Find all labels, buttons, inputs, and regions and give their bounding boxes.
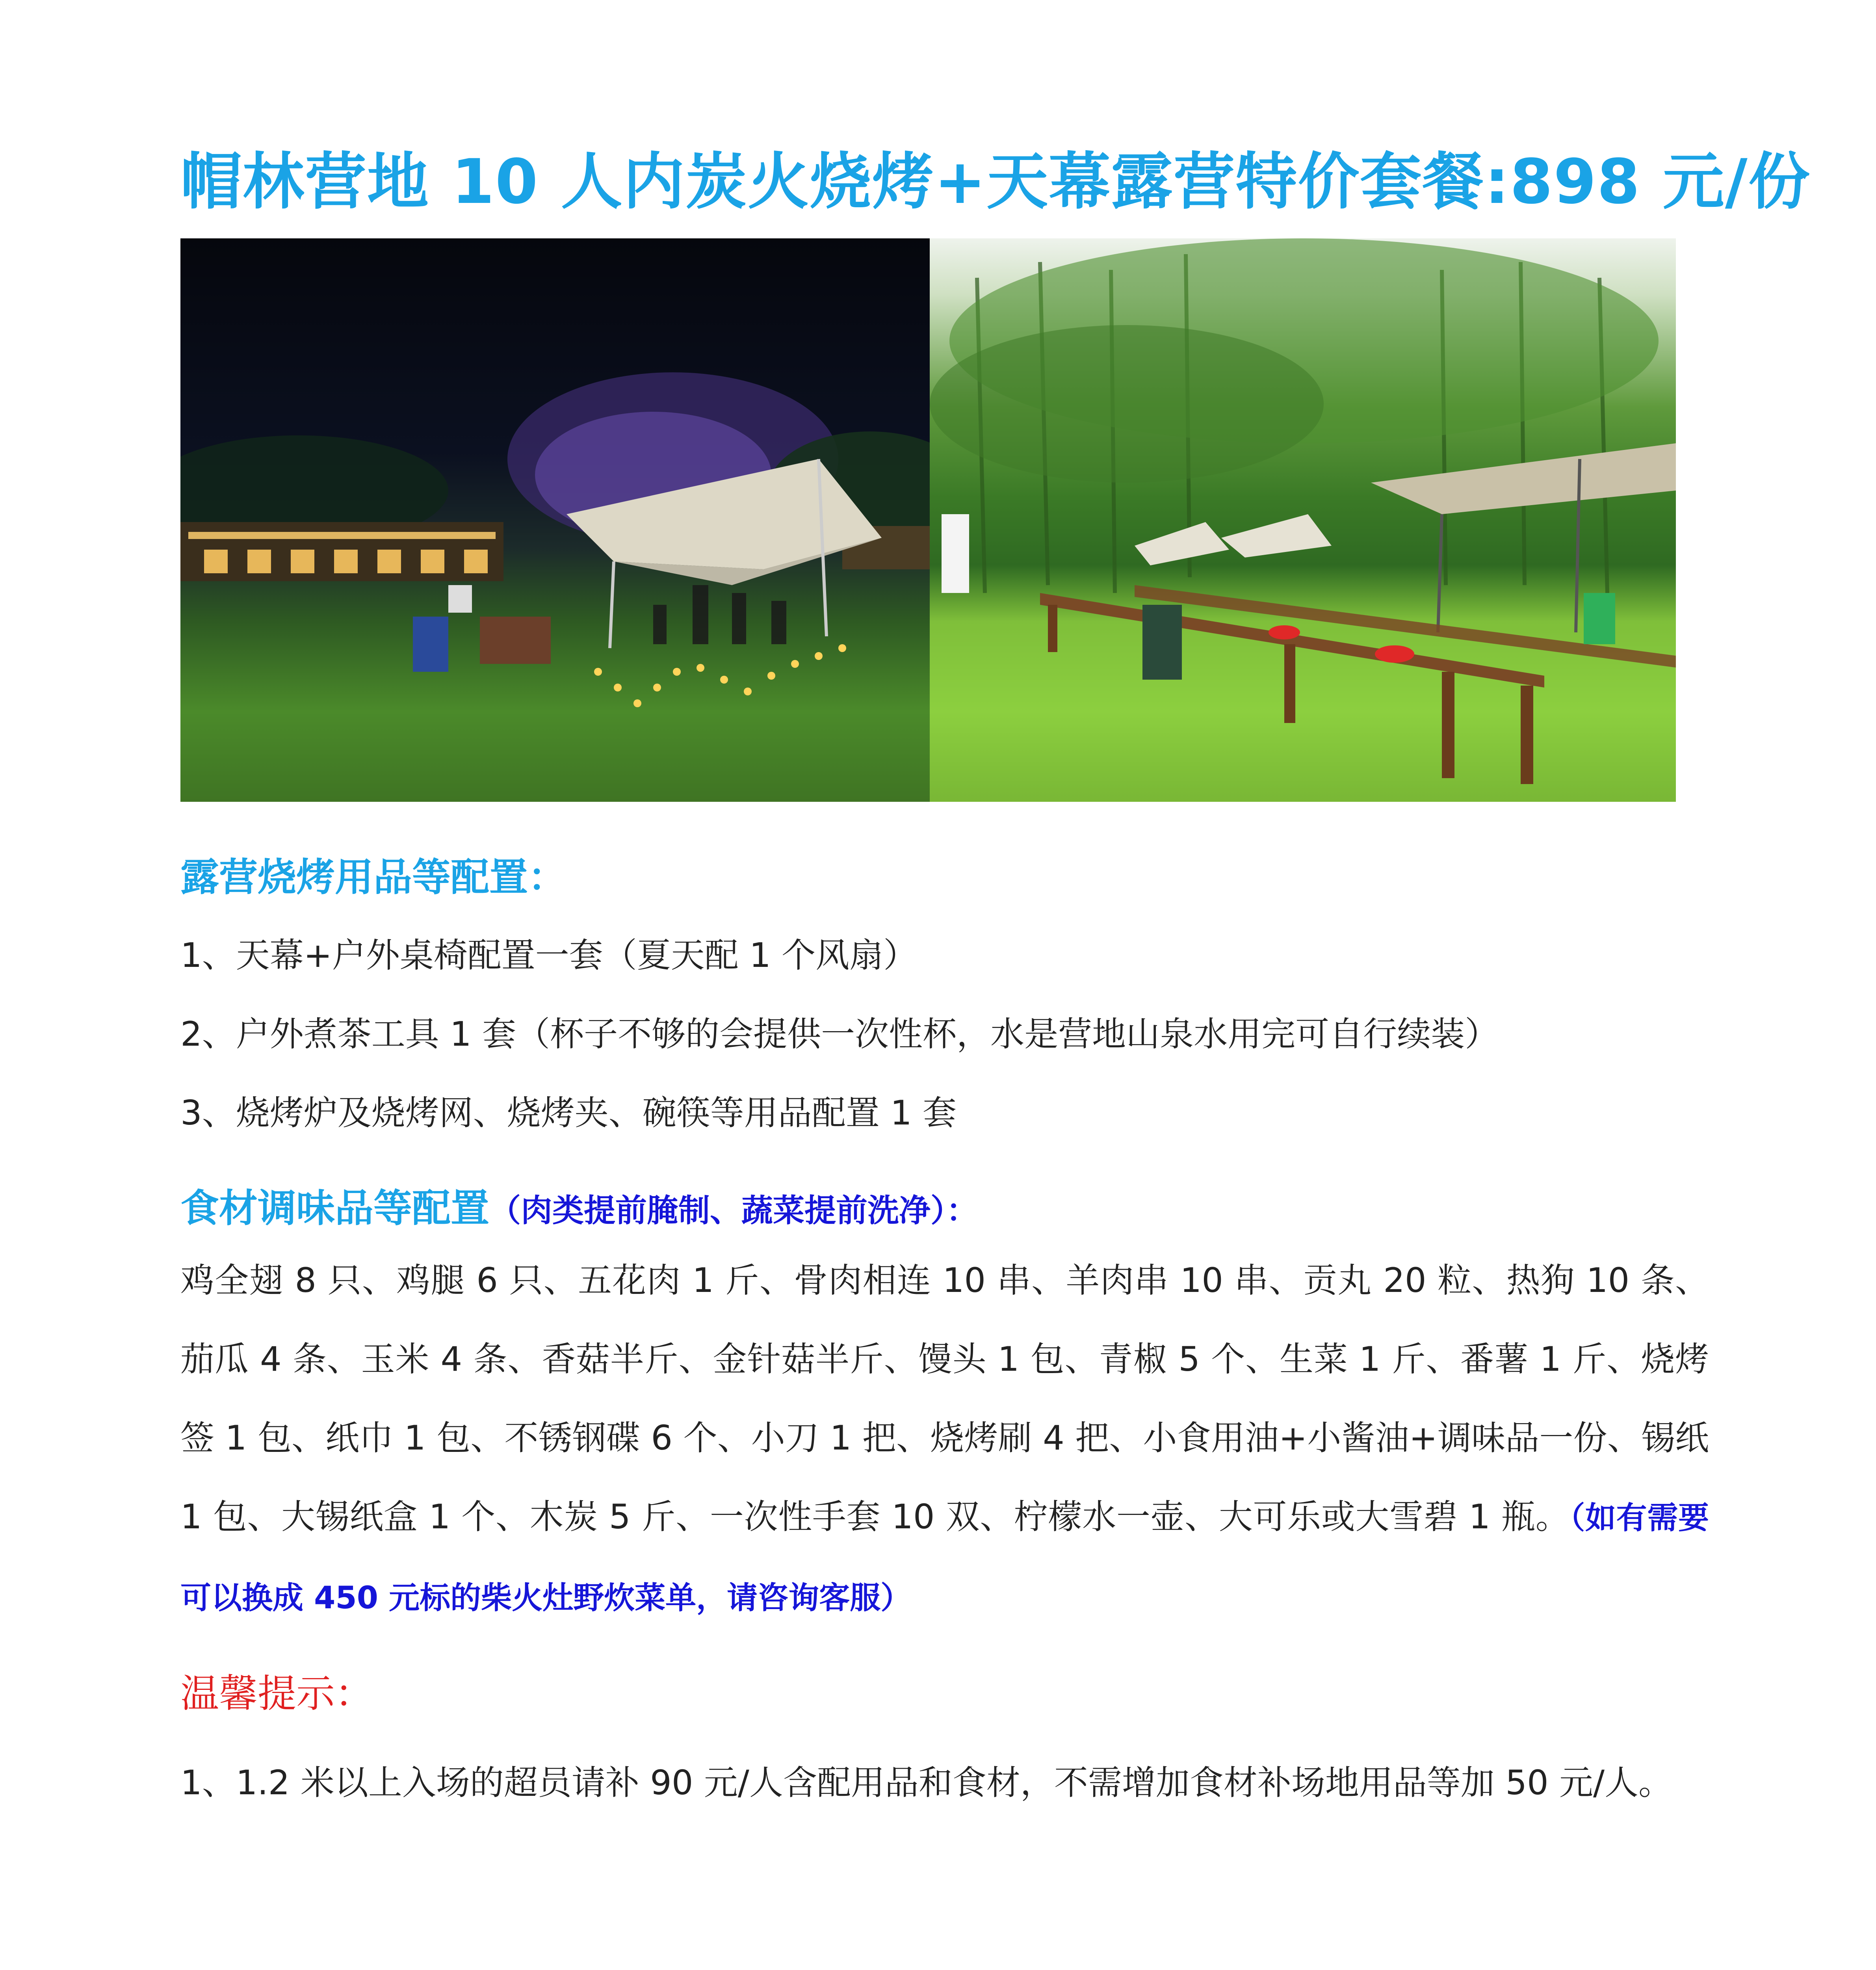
ingredients-list bbox=[180, 1241, 1709, 1637]
tips-title: 温馨提示： bbox=[180, 1671, 374, 1716]
photo-row bbox=[180, 238, 1676, 802]
ingredients-subtitle: （肉类提前腌制、蔬菜提前洗净）： bbox=[489, 1192, 978, 1229]
ingredients-note: （如有需要可以换成 450 元标的柴火灶野炊菜单，请咨询客服） bbox=[180, 1500, 1709, 1616]
tip-item-1: 1、1.2 米以上入场的超员请补 90 元/人含配用品和食材，不需增加食材补场地用品等加 50 元/人。 bbox=[180, 1763, 1672, 1803]
page-title: 帽林营地 10 人内炭火烧烤+天幕露营特价套餐:898 元/份 bbox=[180, 146, 1811, 217]
equipment-item-2: 2、户外煮茶工具 1 套（杯子不够的会提供一次性杯，水是营地山泉水用完可自行续装） bbox=[180, 1015, 1499, 1054]
equipment-item-1: 1、天幕+户外桌椅配置一套（夏天配 1 个风扇） bbox=[180, 936, 918, 975]
day-camp-photo bbox=[930, 238, 1676, 802]
tip-item-2 bbox=[180, 1956, 1709, 1970]
ingredients-title: 食材调味品等配置 bbox=[180, 1186, 490, 1231]
section-title-equipment: 露营烧烤用品等配置： bbox=[180, 855, 567, 900]
equipment-item-3: 3、烧烤炉及烧烤网、烧烤夹、碗筷等用品配置 1 套 bbox=[180, 1093, 957, 1133]
ingredients-text: 鸡全翅 8 只、鸡腿 6 只、五花肉 1 斤、骨肉相连 10 串、羊肉串 10 串、贡丸 20 粒、热狗 10 条、茄瓜 4 条、玉米 4 条、香菇半斤、金针菇半斤、馒头 1 包、青椒 5 个、生菜 1 斤、番薯 1 斤、烧烤签 1 包、纸巾 1 包、不锈钢碟 6 个、小刀 1 把、烧烤刷 4 把、小食用油+小酱油+调味品一份、锡纸 1 包、大锡纸盒 1 个、木炭 5 斤、一次性手套 10 双、柠檬水一壶、大可乐或大雪碧 1 瓶。 bbox=[180, 1261, 1709, 1537]
night-camp-photo bbox=[180, 238, 930, 802]
section-title-ingredients bbox=[180, 1177, 978, 1233]
